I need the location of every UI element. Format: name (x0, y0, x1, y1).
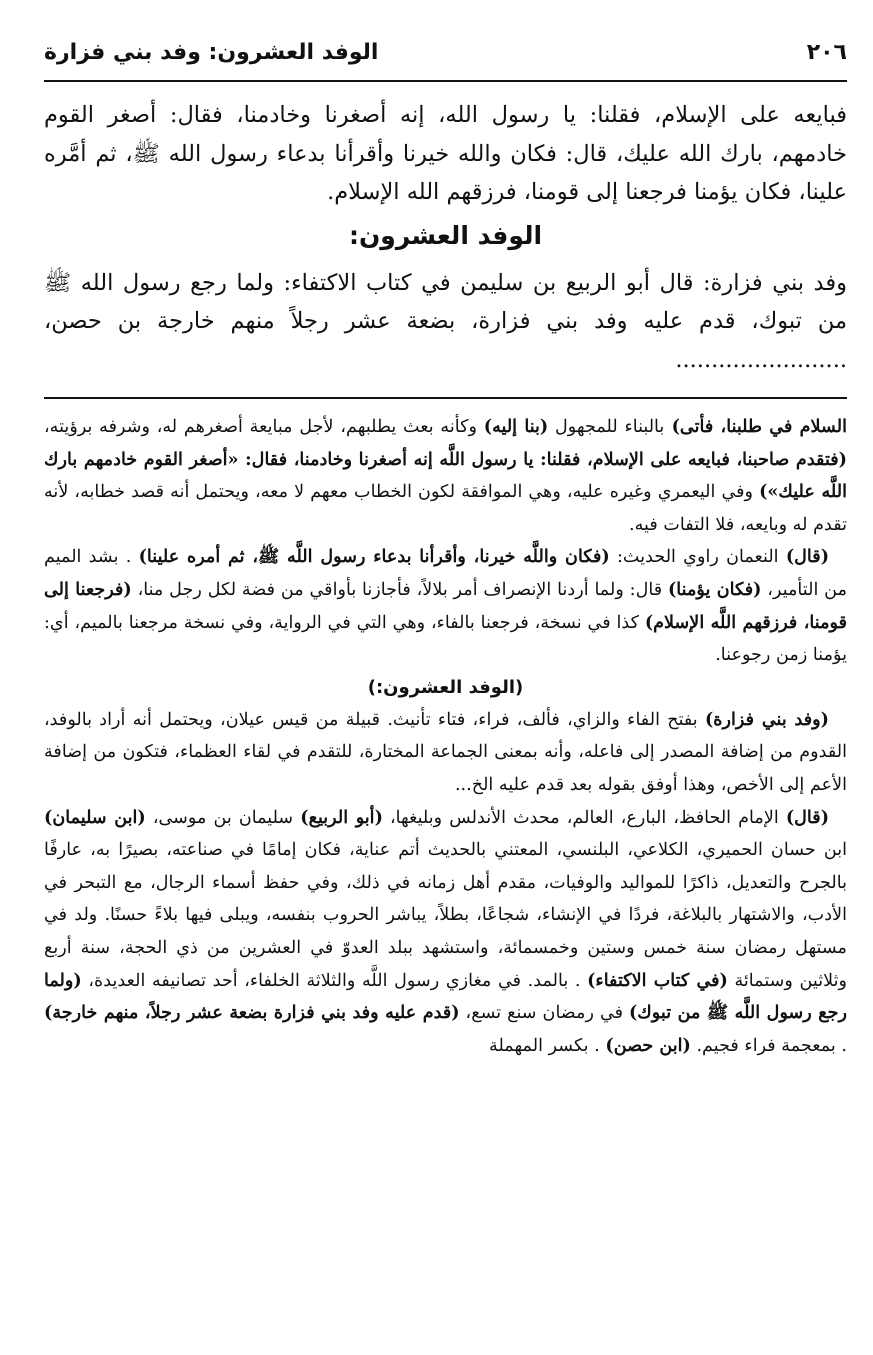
commentary-text: في رمضان سنع تسع، (459, 1003, 629, 1024)
running-title: الوفد العشرون: وفد بني فزارة (44, 39, 379, 65)
section-title: الوفد العشرون: (348, 220, 543, 250)
bold-quote: (فرجعنا إلى قومنا، فرزقهم اللَّه الإسلام) (44, 578, 848, 633)
commentary (44, 411, 847, 1062)
commentary-text: . بكسر المهملة (489, 1035, 606, 1056)
commentary-text: وفي اليعمري وغيره عليه، وهي الموافقة لكون الخطاب معهم لا معه، ويحتمل أنه قصد خطابه، لأنه تقدم له وبايعه، فلا التفات فيه. (44, 482, 847, 535)
bold-quote: (قدم عليه وفد بني فزارة بضعة عشر رجلاً، منهم خارجة) (44, 1002, 460, 1024)
bold-quote: (في كتاب الاكتفاء) (587, 969, 728, 991)
main-paragraph-1: فبايعه على الإسلام، فقلنا: يا رسول الله، إنه أصغرنا وخادمنا، فقال: أصغر القوم خادمهم، بارك الله عليك، قال: فكان والله خيرنا وأقرأنا بدعاء رسول الله ﷺ، ثم أمَّره علينا، فكان يؤمنا فرجعنا إلى قومنا، فرزقهم الله الإسلام. (44, 102, 847, 205)
commentary-rule (44, 397, 847, 399)
commentary-text: قال: ولما أردنا الإنصراف أمر بلالاً، فأجازنا بأواقي من فضة لكل رجل منا، (131, 579, 668, 600)
bold-quote: (ولما رجع رسول اللَّه ﷺ من تبوك) (44, 969, 848, 1024)
bold-quote: (ابن سليمان) (44, 806, 146, 828)
bold-quote: (بنا إليه) (483, 416, 549, 437)
bold-quote: (وفد بني فزارة) (704, 708, 829, 730)
commentary-paragraph-1 (44, 411, 847, 541)
bold-quote: (أبو الربيع) (300, 806, 383, 828)
bold-quote: (ابن حصن) (605, 1034, 691, 1056)
commentary-paragraph-3 (44, 704, 847, 802)
commentary-text: الإمام الحافظ، البارع، العالم، محدث الأندلس وبليغها، (382, 807, 786, 828)
commentary-text: بفتح الفاء والزاي، فألف، فراء، فتاء تأنيث. قبيلة من قيس عيلان، ويحتمل أنه أراد بالوفد، القدوم من إضافة المصدر إلى فاعله، وأنه بمعنى الجماعة المختارة، للتقدم في لقاء العظماء، فتكون من إضافة الأعم إلى الأخص، وهذا أوفق بقوله بعد قدم عليه الخ... (44, 709, 847, 795)
bold-quote: (قال) (785, 806, 830, 828)
commentary-paragraph-2 (44, 541, 847, 671)
commentary-text: . بشد الميم من التأمير، (44, 547, 847, 600)
commentary-sub-title: (الوفد العشرون:) (367, 676, 524, 698)
commentary-text: كذا في نسخة، فرجعنا بالفاء، وهي التي في الرواية، وفي نسخة مرجعنا بالميم، أي: يؤمنا زمن رجوعنا. (44, 612, 847, 666)
bold-quote: (قال) (785, 546, 830, 568)
main-text (44, 96, 847, 379)
bold-quote: (فتقدم صاحبنا، فبايعه على الإسلام، فقلنا: يا رسول اللَّه إنه أصغرنا وخادمنا، فقال: «أصغر القوم خادمهم بارك اللَّه عليك») (44, 448, 847, 503)
main-paragraph-2: وفد بني فزارة: قال أبو الربيع بن سليمن في كتاب الاكتفاء: ولما رجع رسول الله ﷺ من تبوك، قدم عليه وفد بني فزارة، بضعة عشر رجلاً منهم خارجة بن حصن، ........................ (44, 269, 847, 373)
header-rule (44, 80, 847, 82)
commentary-text: بالبناء للمجهول (548, 417, 665, 437)
commentary-text: سليمان بن موسى، (145, 807, 301, 828)
bold-quote: (فكان واللَّه خيرنا، وأقرأنا بدعاء رسول اللَّه ﷺ، ثم أمره علينا) (138, 546, 610, 568)
commentary-text: وكأنه بعث يطلبهم، لأجل مبايعة أصغرهم له، وشرفه برؤيته، (44, 417, 484, 437)
page-number: ٢٠٦ (806, 39, 847, 65)
page-header (44, 30, 847, 74)
commentary-paragraph-4 (44, 802, 847, 1063)
commentary-text: . بالمد. في مغازي رسول اللَّه والثلاثة الخلفاء، أحد تصانيفه العديدة، (81, 970, 588, 991)
commentary-text: النعمان راوي الحديث: (609, 547, 786, 568)
bold-quote: (فكان يؤمنا) (667, 578, 762, 600)
commentary-text: . بمعجمة فراء فجيم. (690, 1035, 847, 1056)
commentary-text: ابن حسان الحميري، الكلاعي، البلنسي، المعتني بالحديث أتم عناية، فكان إمامًا في صناعته، بصيرًا به، عارفًا بالجرح والتعديل، ذاكرًا للمواليد والوفيات، مقدم أهل زمانه في ذلك، وفي حفظ أسماء الرجال، مع التبحر في الأدب، والاشتهار بالبلاغة، فردًا في الإنشاء، شجاعًا، بطلاً، يباشر الحروب بنفسه، ويبلى فيها بلاءً حسنًا. ولد في مستهل رمضان سنة خمس وستين وخمسمائة، واستشهد ببلد العدوّ في العشرين من ذي الحجة، سنة أربع وثلاثين وستمائة (44, 840, 847, 991)
bold-quote: السلام في طلبنا، فأتى) (664, 416, 847, 437)
